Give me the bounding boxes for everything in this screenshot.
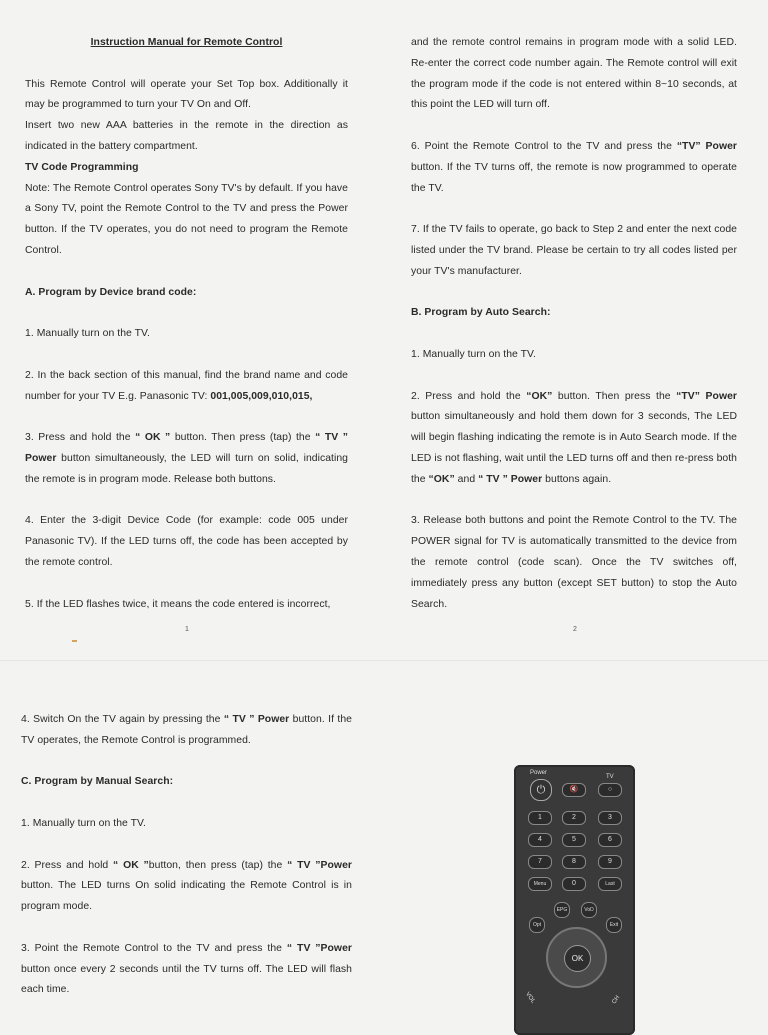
step-a5: 5. If the LED flashes twice, it means the code entered is incorrect, [25, 598, 331, 610]
digit-0-button: 0 [562, 877, 586, 891]
page2-column [411, 33, 737, 615]
menu-button: Menu [528, 877, 552, 891]
digit-6-button: 6 [598, 833, 622, 847]
section-c-heading: C. Program by Manual Search: [21, 776, 174, 788]
digit-3-button: 3 [598, 811, 622, 825]
tv-code-heading: TV Code Programming [25, 161, 139, 173]
digit-7-button: 7 [528, 855, 552, 869]
opt-button: Opt [529, 917, 545, 933]
battery-paragraph: Insert two new AAA batteries in the remote in the direction as indicated in the battery compartment. [25, 120, 348, 152]
step-a2: 2. In the back section of this manual, find the brand name and code number for your TV E.g. Panasonic TV: 001,005,009,010,015, [25, 369, 348, 402]
digit-5-button: 5 [562, 833, 586, 847]
page-number-2: 2 [573, 626, 577, 633]
vol-label: VOL [524, 991, 536, 1005]
power-label: Power [530, 770, 548, 776]
dpad [546, 927, 607, 988]
ch-label: CH [611, 994, 622, 1006]
page3-column [21, 710, 352, 1001]
sony-note: Note: The Remote Control operates Sony TV's by default. If you have a Sony TV, point the Remote Control to the TV and press the Power button. If the TV operates, you do not need to program the Remote Control. [25, 182, 348, 256]
digit-2-button: 2 [562, 811, 586, 825]
intro-paragraph: This Remote Control will operate your Set Top box. Additionally it may be programmed to turn your TV On and Off. [25, 78, 348, 111]
scan-speck [72, 640, 77, 642]
step-a1: 1. Manually turn on the TV. [25, 328, 150, 340]
page-divider [0, 660, 768, 661]
digit-1-button: 1 [528, 811, 552, 825]
mute-icon: 🔇 [562, 783, 586, 797]
step-a4: 4. Enter the 3-digit Device Code (for example: code 005 under Panasonic TV). If the LED turns off, the code has been accepted by the remote control. [25, 515, 348, 568]
digit-9-button: 9 [598, 855, 622, 869]
step-c1: 1. Manually turn on the TV. [21, 817, 146, 829]
digit-4-button: 4 [528, 833, 552, 847]
step-a7: 7. If the TV fails to operate, go back to Step 2 and enter the next code listed under the TV brand. Please be certain to try all codes listed per your TV's manufacturer. [411, 224, 737, 277]
step-b2: 2. Press and hold the “OK” button. Then press the “TV” Power button simultaneously and hold them down for 3 seconds, The LED will begin flashing indicating the remote is in Auto Search mode. If the LED is not flashing, wait until the LED turns off and then re-press both the “OK” and “ TV ” Power buttons again. [411, 390, 737, 485]
exit-button: Exit [606, 917, 622, 933]
tv-power-icon: ○ [598, 783, 622, 797]
epg-button: EPG [554, 902, 570, 918]
ok-button: OK [564, 945, 591, 972]
step-a6: 6. Point the Remote Control to the TV and press the “TV” Power button. If the TV turns off, the remote is now programmed to operate the TV. [411, 140, 737, 194]
section-b-heading: B. Program by Auto Search: [411, 307, 551, 319]
last-button: Last [598, 877, 622, 891]
step-a5-continued: and the remote control remains in program mode with a solid LED. Re-enter the correct code number again. The Remote control will exit the program mode if the code is not entered within 8~10 seconds, at this point the LED will turn off. [411, 37, 737, 111]
tv-label: TV [606, 774, 614, 780]
power-icon: ⏻ [530, 779, 552, 801]
step-a3: 3. Press and hold the “ OK ” button. Then press (tap) the “ TV ” Power button simultaneously, the LED will turn on solid, indicating the remote is in program mode. Release both buttons. [25, 432, 349, 485]
step-c3: 3. Point the Remote Control to the TV and press the “ TV ”Power button once every 2 seconds until the TV turns off. The LED will flash each time. [21, 942, 352, 996]
section-a-heading: A. Program by Device brand code: [25, 286, 197, 298]
step-b3: 3. Release both buttons and point the Remote Control to the TV. The POWER signal for TV is automatically transmitted to the device from the remote control (code scan). Once the TV switches off, immediately press any button (except SET button) to stop the Auto Search. [411, 515, 737, 610]
step-b4: 4. Switch On the TV again by pressing the “ TV ” Power button. If the TV operates, the Remote Control is programmed. [21, 714, 352, 746]
manual-title: Instruction Manual for Remote Control [90, 37, 283, 48]
step-b1: 1. Manually turn on the TV. [411, 348, 536, 360]
remote-control-image [514, 765, 635, 1035]
step-c2: 2. Press and hold “ OK ”button, then press (tap) the “ TV ”Power button. The LED turns On solid indicating the Remote Control is in program mode. [21, 859, 352, 913]
digit-8-button: 8 [562, 855, 586, 869]
vod-button: VoD [581, 902, 597, 918]
page-number-1: 1 [185, 626, 189, 633]
page1-column [25, 33, 348, 615]
